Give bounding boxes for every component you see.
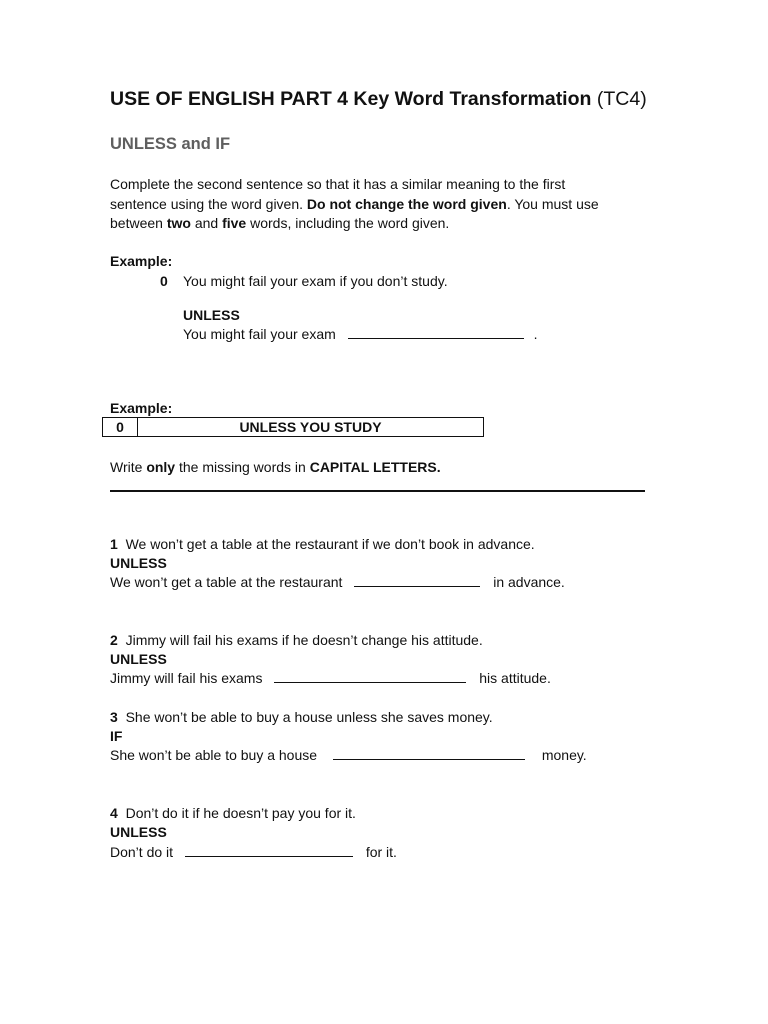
- question-number: 4: [110, 805, 118, 821]
- instructions-text: . You must use: [506, 196, 599, 212]
- example-label-2: Example:: [110, 400, 173, 416]
- example-start-text: You might fail your exam: [183, 326, 336, 342]
- question-2-sentence: [110, 632, 483, 648]
- instructions-emphasis: Do not change the word given: [306, 196, 507, 212]
- question-text: Jimmy will fail his exams if he doesn’t change his attitude.: [125, 632, 483, 648]
- example-transformation: [183, 326, 537, 342]
- instructions-text: and: [190, 215, 223, 231]
- divider-line: [110, 490, 645, 492]
- question-3-answer-blank[interactable]: [333, 747, 525, 760]
- example-answer-number: 0: [103, 418, 138, 436]
- instructions-text: words, including the word given.: [246, 215, 450, 231]
- question-3-keyword: IF: [110, 728, 123, 744]
- page-title: [110, 88, 647, 111]
- question-1-answer-blank[interactable]: [354, 574, 480, 587]
- write-note: [110, 459, 441, 475]
- write-note-emphasis: only: [146, 459, 176, 475]
- instructions-line-2: [110, 196, 599, 212]
- question-end-text: money.: [541, 747, 587, 763]
- instructions-line-3: [110, 215, 449, 231]
- example-sentence: You might fail your exam if you don’t study.: [183, 273, 448, 289]
- question-text: Don’t do it if he doesn’t pay you for it.: [125, 805, 356, 821]
- title-main: USE OF ENGLISH PART 4 Key Word Transformation: [110, 88, 592, 110]
- question-1-transformation: [110, 574, 565, 590]
- question-number: 1: [110, 536, 118, 552]
- question-4-sentence: [110, 805, 356, 821]
- question-start-text: She won’t be able to buy a house: [110, 747, 318, 763]
- question-4-answer-blank[interactable]: [185, 844, 353, 857]
- question-2-answer-blank[interactable]: [274, 670, 466, 683]
- question-number: 3: [110, 709, 118, 725]
- instructions-emphasis: five: [222, 215, 247, 231]
- question-1-sentence: [110, 536, 535, 552]
- question-start-text: Jimmy will fail his exams: [110, 670, 263, 686]
- question-2-keyword: UNLESS: [110, 651, 167, 667]
- instructions-text: between: [110, 215, 167, 231]
- question-end-text: for it.: [365, 844, 397, 860]
- example-keyword: UNLESS: [183, 307, 240, 323]
- example-number: 0: [160, 273, 168, 289]
- page-subtitle: UNLESS and IF: [110, 135, 231, 153]
- question-3-sentence: [110, 709, 493, 725]
- question-end-text: in advance.: [493, 574, 565, 590]
- example-answer-blank: [348, 326, 524, 339]
- instructions-text: sentence using the word given.: [110, 196, 307, 212]
- write-note-text: Write: [110, 459, 147, 475]
- title-code: (TC4): [596, 88, 647, 110]
- question-text: She won’t be able to buy a house unless she saves money.: [125, 709, 493, 725]
- example-end-text: .: [533, 326, 538, 342]
- question-1-keyword: UNLESS: [110, 555, 167, 571]
- question-3-transformation: [110, 747, 587, 763]
- question-start-text: Don’t do it: [110, 844, 174, 860]
- example-label: Example:: [110, 253, 173, 269]
- example-answer-text: UNLESS YOU STUDY: [239, 419, 382, 435]
- question-end-text: his attitude.: [479, 670, 551, 686]
- question-2-transformation: [110, 670, 551, 686]
- write-note-emphasis: CAPITAL LETTERS.: [309, 459, 441, 475]
- example-answer-box: [102, 417, 484, 437]
- write-note-text: the missing words in: [175, 459, 310, 475]
- question-4-transformation: [110, 844, 397, 860]
- question-4-keyword: UNLESS: [110, 824, 167, 840]
- instructions-line-1: Complete the second sentence so that it has a similar meaning to the first: [110, 176, 566, 192]
- question-text: We won’t get a table at the restaurant if we don’t book in advance.: [125, 536, 535, 552]
- instructions-emphasis: two: [166, 215, 191, 231]
- question-number: 2: [110, 632, 118, 648]
- question-start-text: We won’t get a table at the restaurant: [110, 574, 343, 590]
